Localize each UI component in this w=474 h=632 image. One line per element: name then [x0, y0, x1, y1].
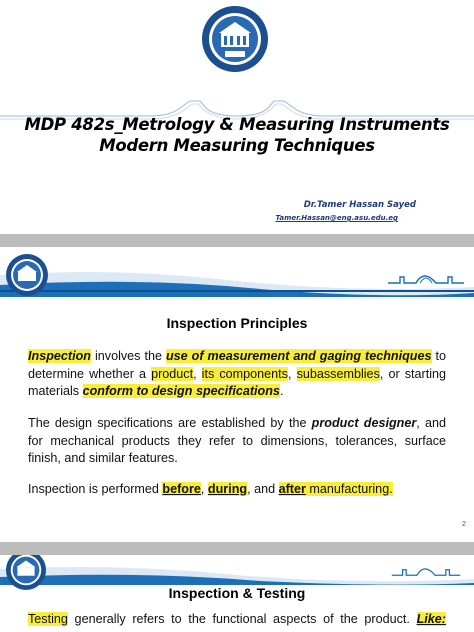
- highlighted-term: subassemblies: [296, 366, 380, 381]
- slide-title: Inspection & Testing: [168, 585, 306, 601]
- paragraph-inspection-timing: Inspection is performed before, during, and after manufacturing.: [28, 482, 393, 496]
- highlighted-term: after: [278, 482, 306, 496]
- highlighted-term: Testing: [28, 612, 68, 626]
- author-name: Dr.Tamer Hassan Sayed: [303, 200, 416, 210]
- university-logo-icon: [5, 253, 49, 297]
- highlighted-term: product: [151, 366, 194, 381]
- author-email-link[interactable]: Tamer.Hassan@eng.asu.edu.eg: [275, 214, 398, 222]
- slide-number: 2: [461, 519, 466, 528]
- highlighted-term: Inspection: [28, 349, 91, 363]
- dome-skyline-icon: [386, 559, 466, 577]
- emphasized-term: product designer: [311, 416, 417, 430]
- university-logo-icon: [201, 5, 269, 73]
- highlighted-term: during: [207, 482, 248, 496]
- highlighted-term: Like:: [416, 612, 446, 626]
- title-slide: [0, 0, 474, 234]
- highlighted-term: use of measurement and gaging techniques: [165, 349, 432, 363]
- slide-title: Inspection Principles: [166, 315, 308, 331]
- paragraph-design-specifications: The design specifications are established by the product designer, and for mechanical products they refer to dimensions, tolerances, surface finish, and similar features.: [28, 416, 446, 465]
- highlighted-term: conform to design specifications: [82, 384, 280, 398]
- dome-skyline-icon: [386, 265, 466, 285]
- presentation-subtitle: Modern Measuring Techniques: [99, 136, 375, 155]
- inspection-testing-slide: [0, 555, 474, 632]
- paragraph-inspection-definition: Inspection involves the use of measurement and gaging techniques to determine whether a product, its components, subassemblies, or starting materials conform to design specifications.: [28, 349, 447, 398]
- highlighted-term: before: [162, 482, 201, 496]
- presentation-title: MDP 482s_Metrology & Measuring Instruments: [24, 115, 450, 134]
- highlighted-term: its components: [201, 366, 288, 381]
- paragraph-testing-definition: Testing generally refers to the functional aspects of the product. Like:: [28, 612, 446, 626]
- inspection-principles-slide: [0, 247, 474, 542]
